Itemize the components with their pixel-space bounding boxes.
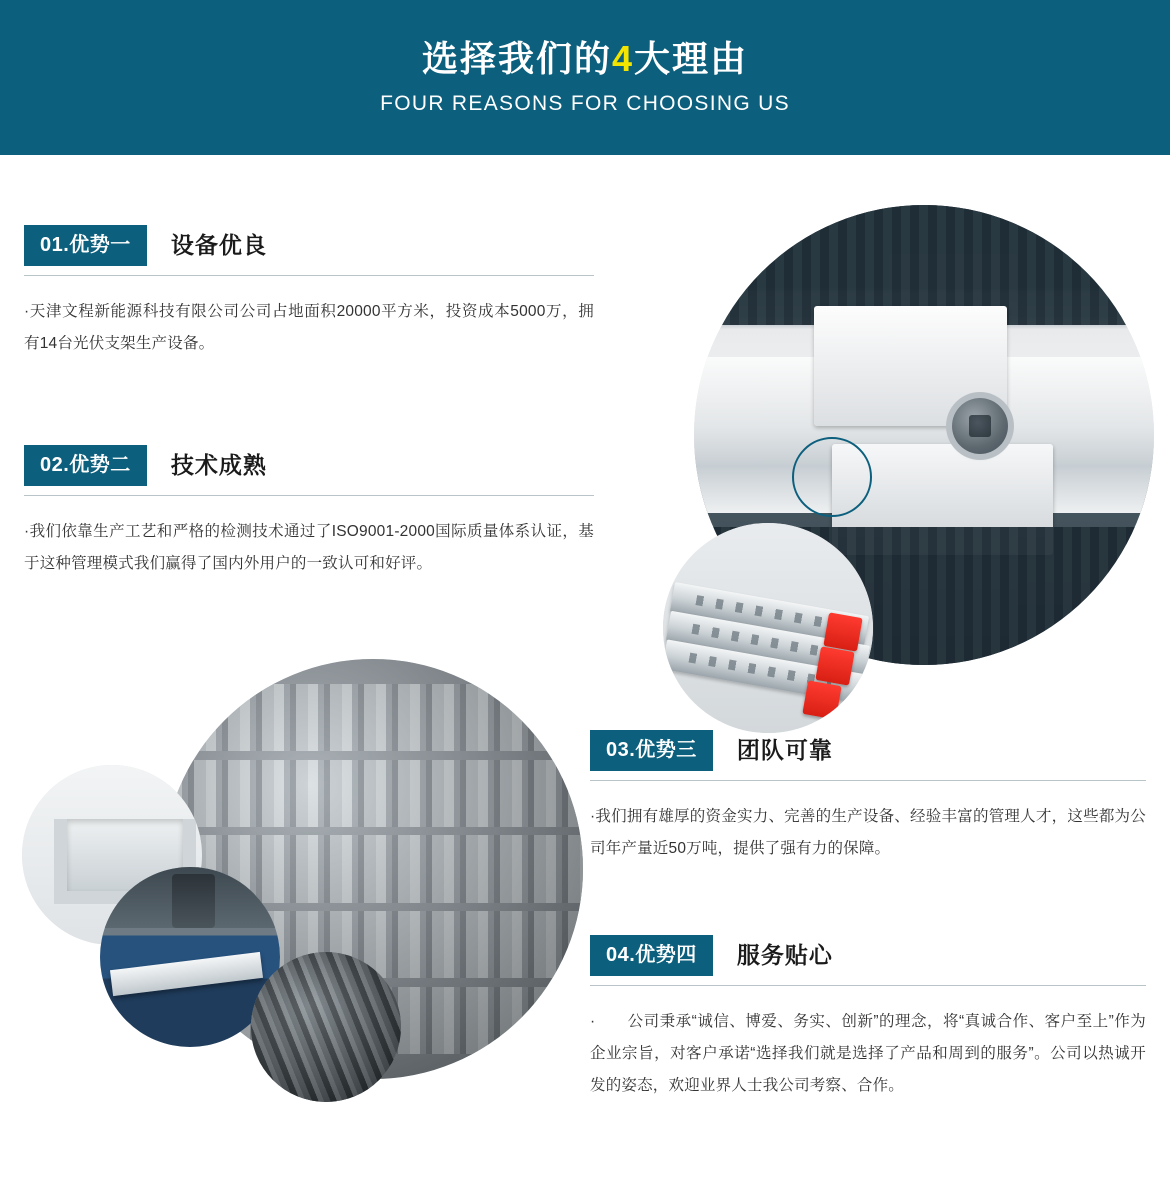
red-end-cap-1	[824, 613, 863, 652]
strut-channel-image	[663, 523, 873, 733]
reason-04-divider	[590, 985, 1146, 986]
page-subtitle: FOUR REASONS FOR CHOOSING US	[380, 92, 790, 116]
bundled-steel-image	[251, 952, 401, 1102]
reason-02-head	[24, 445, 594, 486]
reason-03-head	[590, 730, 1146, 771]
machine-arm	[172, 874, 215, 928]
reason-02-divider	[24, 495, 594, 496]
reason-03-divider	[590, 780, 1146, 781]
reason-01-divider	[24, 275, 594, 276]
page-title	[422, 39, 748, 79]
reason-04-head	[590, 935, 1146, 976]
reason-04-badge: 04.优势四	[590, 935, 713, 976]
bundled-steel-ends-photo	[251, 952, 401, 1102]
reason-01-head	[24, 225, 594, 266]
reason-03-badge: 03.优势三	[590, 730, 713, 771]
reason-02-title: 技术成熟	[170, 452, 267, 478]
red-end-cap-3	[803, 680, 842, 719]
decorative-ring-circle	[792, 437, 872, 517]
reason-02-badge: 02.优势二	[24, 445, 147, 486]
reason-01-badge: 01.优势一	[24, 225, 147, 266]
reason-01-body: ·天津文程新能源科技有限公司公司占地面积20000平方米，投资成本5000万，拥有14台光伏支架生产设备。	[24, 303, 594, 352]
page-header	[0, 0, 1170, 155]
strut-channel-red-cap-photo	[663, 523, 873, 733]
bundle-shading	[251, 952, 401, 1102]
reason-04-title: 服务贴心	[736, 942, 833, 968]
reason-04-body: · 公司秉承“诚信、博爱、务实、创新”的理念，将“真诚合作、客户至上”作为企业宗旨，对客户承诺“选择我们就是选择了产品和周到的服务”。公司以热诚开发的姿态，欢迎业界人士我公司考察、合作。	[590, 1013, 1146, 1094]
reason-block-03	[590, 730, 1146, 865]
reason-02-body: ·我们依靠生产工艺和严格的检测技术通过了ISO9001-2000国际质量体系认证，基于这种管理模式我们赢得了国内外用户的一致认可和好评。	[24, 523, 594, 572]
red-end-cap-2	[815, 646, 854, 685]
reason-03-title: 团队可靠	[736, 737, 833, 763]
reason-block-04	[590, 935, 1146, 1101]
content-area	[0, 155, 1170, 1200]
reason-block-01	[24, 225, 594, 360]
hex-bolt-icon	[952, 398, 1008, 454]
page-title-suffix: 大理由	[634, 37, 749, 79]
reason-03-body: ·我们拥有雄厚的资金实力、完善的生产设备、经验丰富的管理人才，这些都为公司年产量近50万吨，提供了强有力的保障。	[590, 808, 1146, 857]
reason-01-title: 设备优良	[170, 232, 267, 258]
page-title-accent: 4	[611, 37, 635, 79]
page-title-prefix: 选择我们的	[421, 37, 612, 79]
steel-profile-on-line	[110, 951, 263, 995]
reason-block-02	[24, 445, 594, 580]
